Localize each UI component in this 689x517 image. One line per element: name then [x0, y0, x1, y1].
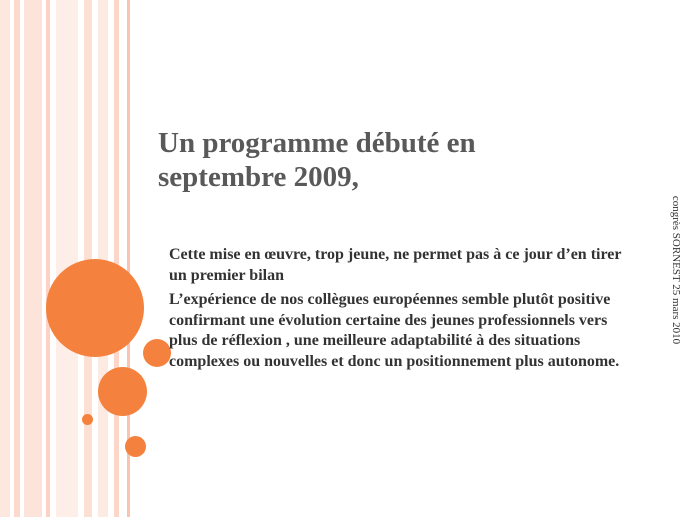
small-circle — [143, 339, 171, 367]
slide-title-line-1: Un programme débuté en — [158, 127, 476, 159]
medium-circle — [98, 367, 147, 416]
paragraph-2: L’expérience de nos collègues européennes semble plutôt positive confirmant une évolution certaine des jeunes professionnels vers plus de réflexion , une meilleure adaptabilité à des situations complexes ou nouvelles et donc un positionnement plus autonome. — [169, 291, 620, 370]
paragraph-1: Cette mise en œuvre, trop jeune, ne permet pas à ce jour d’en tirer un premier bilan — [169, 246, 622, 284]
decorative-stripes — [0, 0, 135, 517]
side-footer-text: congrès SORNEST 25 mars 2010 — [670, 195, 682, 345]
stripe — [14, 0, 20, 517]
stripe — [114, 0, 119, 517]
stripe — [0, 0, 10, 517]
slide-title-line-2: septembre 2009, — [158, 161, 359, 193]
stripe — [46, 0, 50, 517]
slide-title — [158, 126, 558, 194]
large-circle — [46, 259, 144, 357]
slide-body — [169, 245, 631, 376]
tiny-circle — [82, 414, 93, 425]
small-circle — [125, 436, 146, 457]
stripe — [56, 0, 78, 517]
stripe — [24, 0, 42, 517]
